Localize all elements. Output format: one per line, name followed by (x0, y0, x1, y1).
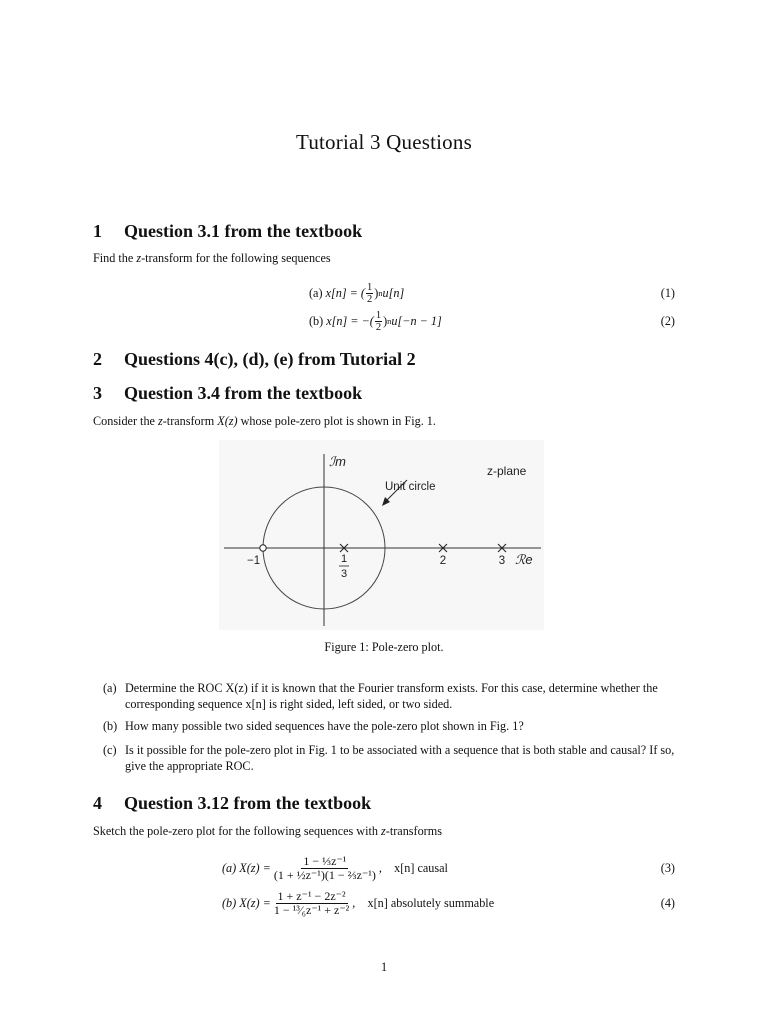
section-3-intro: Consider the z-transform X(z) whose pole-zero plot is shown in Fig. 1. (93, 414, 436, 428)
section-number: 2 (93, 349, 102, 369)
question-item-c (103, 743, 688, 774)
section-2-heading (93, 349, 416, 370)
item-label: (c) (103, 743, 117, 757)
equation-1 (93, 279, 675, 307)
section-1-heading (93, 221, 362, 242)
section-number: 1 (93, 221, 102, 241)
section-title: Question 3.12 from the textbook (124, 793, 372, 813)
section-4-intro: Sketch the pole-zero plot for the following sequences with z-transforms (93, 824, 442, 838)
im-label: ℐm (329, 454, 346, 469)
item-text: How many possible two sided sequences have the pole-zero plot shown in Fig. 1? (125, 719, 524, 733)
section-number: 3 (93, 383, 102, 403)
equation-body: (b) x[n] = −( $\frac{1}{2}$ ) n u[−n − 1] (309, 309, 442, 333)
equation-2 (93, 307, 675, 335)
document-title: Tutorial 3 Questions (296, 130, 472, 154)
equation-3 (93, 852, 675, 884)
fraction: $\frac{1}{2}$ (375, 309, 382, 333)
equation-number: (2) (660, 314, 675, 328)
section-title: Questions 4(c), (d), (e) from Tutorial 2 (124, 349, 416, 369)
section-title: Question 3.1 from the textbook (124, 221, 363, 241)
pole-zero-plot (219, 440, 544, 630)
figure-caption: Figure 1: Pole-zero plot. (324, 640, 444, 654)
equation-body: (b) X(z) = $\frac{\text{1 + z⁻¹ − 2z⁻²}}{\text{1 − ¹³⁄₆z⁻¹ + z⁻²}}$ , x[n] absolutely summable (222, 888, 495, 917)
z-plane-label: z-plane (487, 464, 527, 478)
zero-marker (260, 545, 266, 551)
item-text: Is it possible for the pole-zero plot in Fig. 1 to be associated with a sequence that is both stable and causal? If so, give the appropriate ROC. (125, 743, 675, 773)
section-1-intro: Find the z-transform for the following sequences (93, 251, 331, 265)
fraction: $\frac{\text{1 − ⅓z⁻¹}}{\text{(1 + ½z⁻¹)(1 − ⅔z⁻¹)}}$ (273, 853, 376, 882)
fraction: $\frac{\text{1 + z⁻¹ − 2z⁻²}}{\text{1 − ¹³⁄₆z⁻¹ + z⁻²}}$ (273, 888, 350, 917)
fraction: $\frac{1}{2}$ (366, 281, 373, 305)
re-label: ℛe (515, 552, 533, 567)
tick-label-2: 2 (439, 555, 447, 567)
equation-body: (a) x[n] = ( $\frac{1}{2}$ ) n u[n] (309, 281, 405, 305)
section-title: Question 3.4 from the textbook (124, 383, 363, 403)
section-number: 4 (93, 793, 102, 813)
tick-label-neg1: −1 (247, 555, 261, 567)
section-3-heading (93, 383, 362, 404)
question-item-b (103, 719, 688, 735)
page-number: 1 (380, 960, 388, 974)
tick-label-third-num: 1 (340, 553, 348, 565)
equation-4 (93, 887, 675, 919)
item-label: (a) (103, 681, 117, 695)
section-4-heading (93, 793, 371, 814)
item-label: (b) (103, 719, 118, 733)
tick-label-third-den: 3 (340, 568, 348, 580)
question-item-a (103, 681, 688, 712)
tick-label-3: 3 (498, 555, 506, 567)
equation-number: (3) (660, 861, 675, 875)
equation-number: (4) (660, 896, 675, 910)
equation-body: (a) X(z) = $\frac{\text{1 − ⅓z⁻¹}}{\text{(1 + ½z⁻¹)(1 − ⅔z⁻¹)}}$ , x[n] causal (222, 853, 448, 882)
unit-circle-label: Unit circle (385, 481, 436, 493)
item-text: Determine the ROC X(z) if it is known that the Fourier transform exists. For this case, determine whether the corresponding sequence x[n] is right sided, left sided, or two sided. (125, 681, 658, 711)
equation-number: (1) (660, 286, 675, 300)
